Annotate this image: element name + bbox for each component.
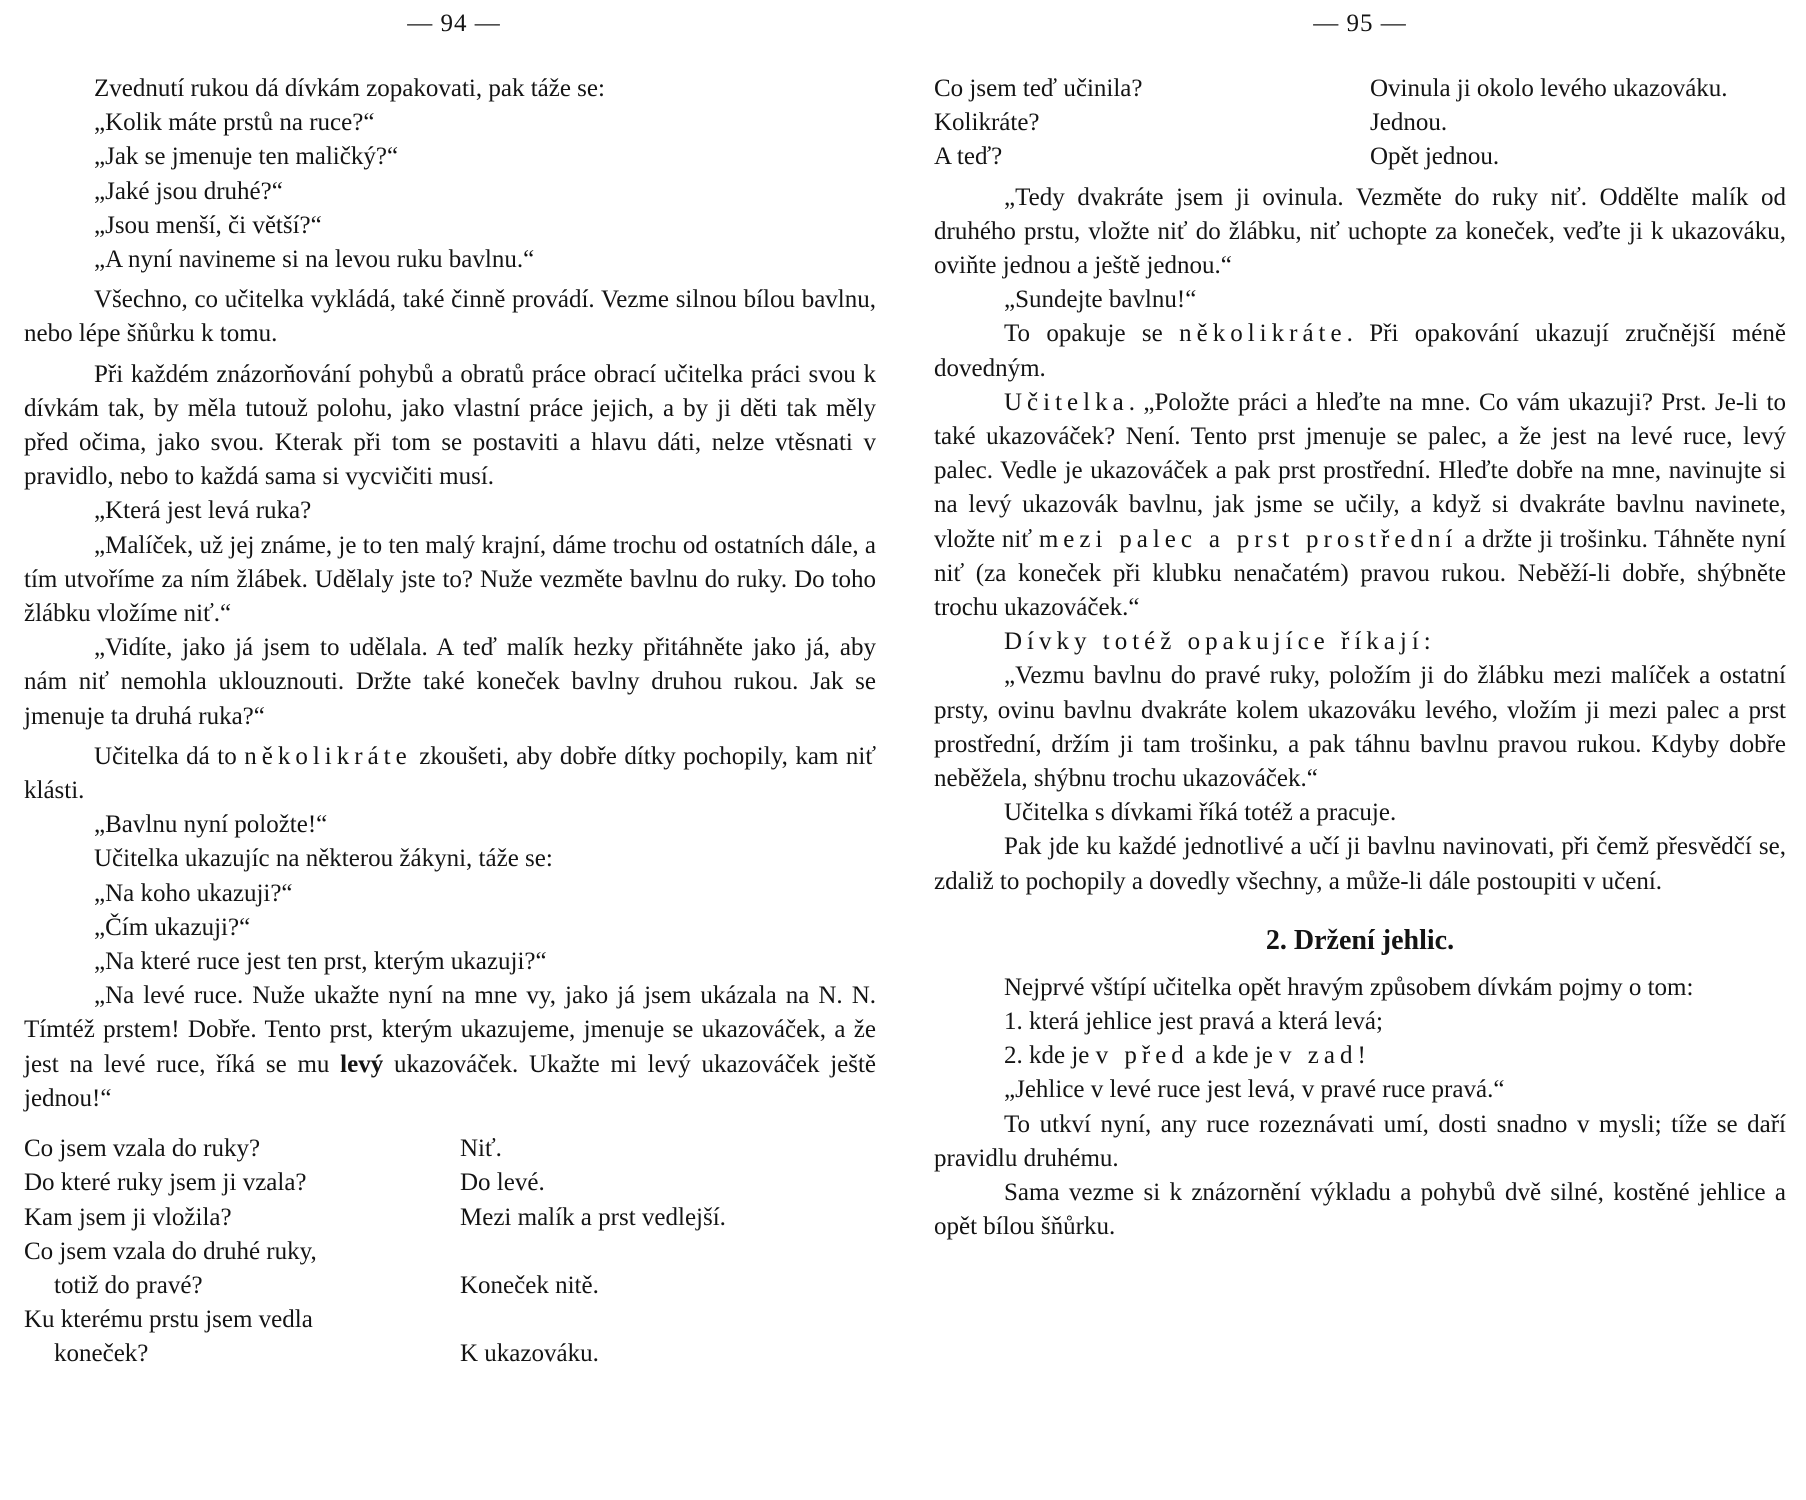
spaced-emphasis: několikráte	[1179, 320, 1347, 348]
paragraph	[24, 979, 876, 1116]
paragraph: Nejprvé vštípí učitelka opět hravým způsobem dívkám pojmy o tom:	[1004, 973, 1694, 1001]
paragraph: „Tedy dvakráte jsem ji ovinula. Vezměte do ruky niť. Oddělte malík od druhého prstu, vložte niť do žlábku, niť uchopte za koneček, veďte ji k ukazováku, oviňte jednou a ještě jednou.“	[934, 183, 1786, 280]
paragraph: „Která jest levá ruka?	[94, 497, 312, 525]
question: Do které ruky jsem ji vzala?	[24, 1169, 307, 1197]
question-answer-table-right	[934, 72, 1786, 175]
paragraph: Učitelka ukazujíc na některou žákyni, táže se:	[94, 845, 553, 873]
question: Co jsem teď učinila?	[934, 75, 1143, 102]
answer: Mezi malík a prst vedlejší.	[460, 1203, 726, 1231]
qa-row	[934, 140, 1786, 174]
paragraph	[24, 740, 876, 808]
list-item	[934, 1039, 1786, 1073]
question: Kam jsem ji vložila?	[24, 1203, 232, 1231]
paragraph: Při každém znázorňování pohybů a obratů práce obrací učitelka práci svou k dívkám tak, by měla tutouž polohu, jako vlastní práce jejich, a by ji děti tak měly před očima, jako svou. Kterak při tom se postaviti a hlavu dáti, nelze vtěsnati v pravidlo, nebo to každá sama si vycvičiti musí.	[24, 360, 876, 491]
spaced-emphasis: několikráte	[244, 742, 412, 770]
paragraph	[934, 386, 1786, 625]
paragraph: Sama vezme si k znázornění výkladu a pohybů dvě silné, kostěné jehlice a opět bílou šňůrku.	[934, 1179, 1786, 1241]
paragraph: „Vidíte, jako já jsem to udělala. A teď malík hezky přitáhněte jako já, aby nám niť nemohla uklouznouti. Držte také koneček bavlny druhou rukou. Jak se jmenuje ta druhá ruka?“	[24, 634, 876, 730]
qa-row	[24, 1166, 876, 1200]
paragraph: Zvednutí rukou dá dívkám zopakovati, pak táže se:	[94, 75, 605, 102]
text-run: zkoušeti, aby dobře dítky pochopily, kam niť klásti.	[24, 742, 877, 805]
question-continuation: koneček?	[54, 1340, 149, 1368]
question: Kolikráte?	[934, 109, 1040, 137]
paragraph: Všechno, co učitelka vykládá, také činně provádí. Vezme silnou bílou bavlnu, nebo lépe šňůrku k tomu.	[24, 286, 876, 348]
question-answer-table-left	[24, 1132, 876, 1371]
paragraph: „Kolik máte prstů na ruce?“	[94, 109, 375, 137]
paragraph: Dívky totéž opakujíce říkají:	[1004, 628, 1436, 656]
page-number-right: — 95 —	[1313, 10, 1407, 37]
paragraph	[934, 317, 1786, 385]
qa-row	[24, 1201, 876, 1235]
left-page-text	[24, 72, 876, 1372]
paragraph: Učitelka s dívkami říká totéž a pracuje.	[1004, 799, 1397, 827]
text-run: . Při opakování ukazují zručnější méně dovedným.	[934, 320, 1786, 382]
qa-row	[24, 1132, 876, 1166]
right-page-text	[934, 72, 1786, 1245]
question: A teď?	[934, 143, 1003, 171]
right-page	[934, 0, 1786, 1500]
answer	[460, 1303, 876, 1371]
text-run: a kde je	[1195, 1042, 1273, 1070]
spaced-emphasis: Učitelka	[1004, 388, 1129, 416]
paragraph: „Jsou menší, či větší?“	[94, 211, 322, 239]
paragraph: „Jak se jmenuje ten maličký?“	[94, 143, 399, 171]
section-heading: 2. Držení jehlic.	[1265, 924, 1455, 956]
spaced-emphasis: v před	[1095, 1042, 1189, 1070]
text-run: ukazováček. Ukažte mi levý ukazováček ještě jednou!“	[24, 1050, 877, 1112]
paragraph: „Vezmu bavlnu do pravé ruky, položím ji do žlábku mezi malíček a ostatní prsty, ovinu bavlnu dvakráte kolem ukazováku levého, vložím ji mezi palec a prst prostřední, držím ji tam trošinku, a pak táhnu bavlnu pravou rukou. Kdyby dobře neběžela, shýbnu trochu ukazováček.“	[934, 662, 1786, 793]
paragraph: „Jehlice v levé ruce jest levá, v pravé ruce pravá.“	[1004, 1076, 1505, 1104]
paragraph: „A nyní navineme si na levou ruku bavlnu.“	[94, 246, 535, 274]
paragraph: Pak jde ku každé jednotlivé a učí ji bavlnu navinovati, při čemž přesvědčí se, zdaliž to pochopily a dovedly všechny, a může-li dále postoupiti v učení.	[934, 833, 1786, 895]
paragraph: „Sundejte bavlnu!“	[1004, 286, 1197, 314]
text-run: To opakuje se	[1004, 320, 1163, 348]
qa-row	[24, 1235, 876, 1303]
left-page	[24, 0, 884, 1500]
paragraph: To utkví nyní, any ruce rozeznávati umí, dosti snadno v mysli; tíže se daří pravidlu druhému.	[934, 1110, 1786, 1172]
paragraph: „Malíček, už jej známe, je to ten malý krajní, dáme trochu od ostatních dále, a tím utvoříme za ním žlábek. Udělaly jste to? Nuže vezměte bavlnu do ruky. Do toho žlábku vložíme niť.“	[24, 531, 876, 628]
text-run: 2. kde je	[1004, 1042, 1090, 1070]
text-run: a držte ji trošinku. Táhněte nyní niť (za koneček při klubku nenačatém) pravou rukou. Neběží-li dobře, shýbněte trochu ukazováček.“	[934, 525, 1786, 622]
paragraph: „Na které ruce jest ten prst, kterým ukazuji?“	[94, 948, 547, 976]
qa-row	[934, 72, 1786, 106]
answer: Niť.	[460, 1135, 502, 1163]
answer: Do levé.	[460, 1169, 545, 1197]
paragraph: „Čím ukazuji?“	[94, 913, 251, 941]
paragraph: „Jaké jsou druhé?“	[94, 177, 283, 205]
bold-emphasis: levý	[340, 1050, 384, 1078]
question: Co jsem vzala do ruky?	[24, 1135, 261, 1163]
answer: Opět jednou.	[1370, 143, 1500, 171]
text-run: . „Položte práci a hleďte na mne. Co vám ukazuji? Prst. Je-li to také ukazováček? Není. Tento prst jmenuje se palec, a že jest na levé ruce, levý palec. Vedle je ukazováček a pak prst prostřední. Hleďte dobře na mne, navinujte si na levý ukazovák bavlnu, jak jsme se učily, a když si dvakráte bavlnu navinete, vložte niť	[934, 388, 1786, 553]
list-item: 1. která jehlice jest pravá a která levá;	[1004, 1008, 1383, 1036]
spaced-emphasis: v zad	[1279, 1042, 1358, 1070]
answer-text: Koneček nitě.	[460, 1271, 599, 1299]
answer: Jednou.	[1370, 109, 1448, 137]
question	[24, 1235, 460, 1303]
paragraph: „Na koho ukazuji?“	[94, 879, 293, 907]
qa-row	[24, 1303, 876, 1371]
question-continuation: totiž do pravé?	[54, 1271, 203, 1299]
text-run: !	[1357, 1042, 1366, 1070]
spaced-emphasis: mezi palec a prst prostřední	[1038, 525, 1458, 553]
question	[24, 1303, 460, 1371]
page-number-left: — 94 —	[407, 10, 501, 37]
text-run: Učitelka dá to	[94, 742, 237, 770]
question-line: Ku kterému prstu jsem vedla	[24, 1306, 313, 1334]
answer: Ovinula ji okolo levého ukazováku.	[1370, 75, 1728, 102]
answer-text: K ukazováku.	[460, 1340, 599, 1368]
question-line: Co jsem vzala do druhé ruky,	[24, 1237, 317, 1265]
paragraph: „Bavlnu nyní položte!“	[94, 811, 328, 839]
text-run: „Na levé ruce. Nuže ukažte nyní na mne vy, jako já jsem ukázala na N. N. Tímtéž prstem! Dobře. Tento prst, kterým ukazujeme, jmenuje se ukazováček, a že jest na levé ruce, říká se mu	[24, 982, 876, 1078]
answer	[460, 1235, 876, 1303]
qa-row	[934, 106, 1786, 140]
